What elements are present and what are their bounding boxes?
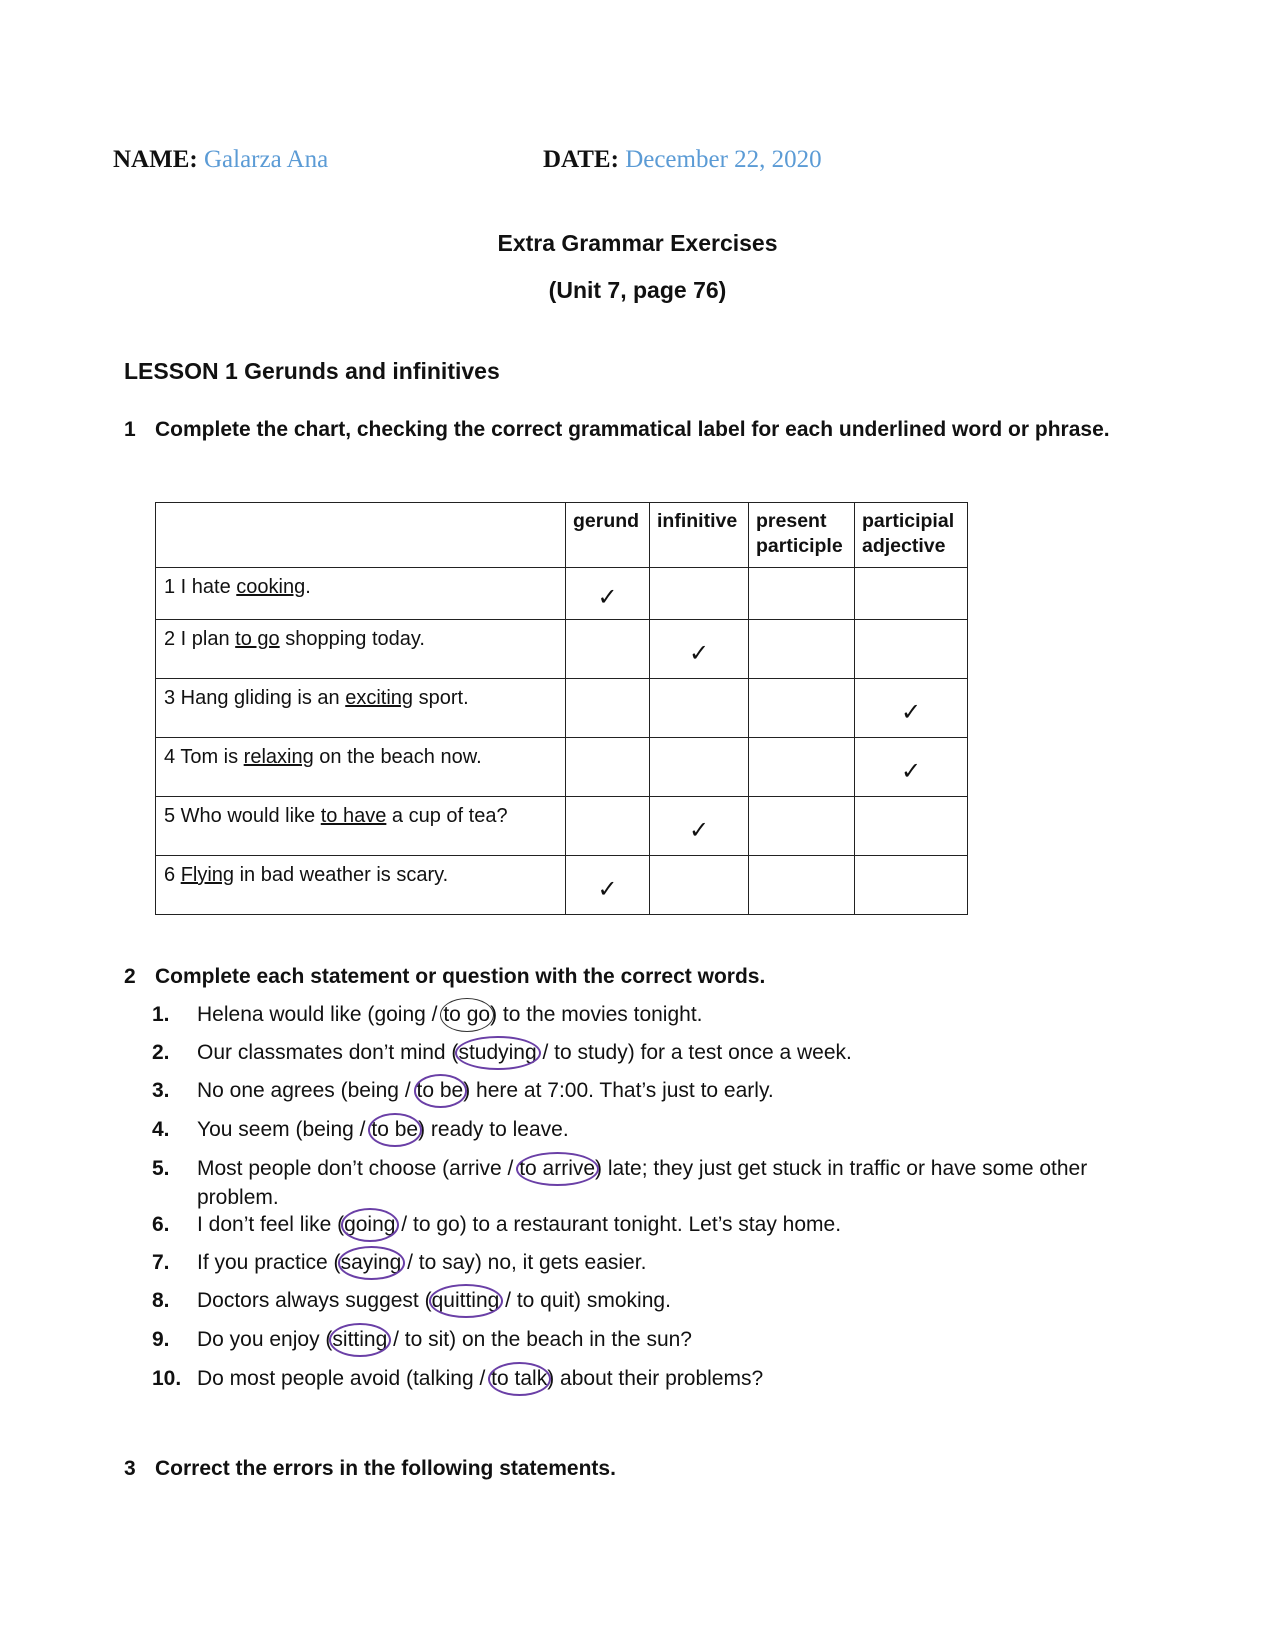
statement-part: No one agrees ( bbox=[197, 1079, 348, 1102]
statement-part: Do most people avoid ( bbox=[197, 1367, 413, 1390]
statement-text bbox=[197, 1038, 1117, 1067]
option-1: being bbox=[302, 1118, 354, 1141]
chart-check-cell bbox=[650, 856, 749, 915]
sentence-text: 4 Tom is bbox=[164, 746, 244, 768]
option-1: being bbox=[347, 1079, 399, 1102]
answer-circle bbox=[429, 1284, 504, 1318]
statement-part: Our classmates don’t mind ( bbox=[197, 1041, 459, 1064]
lesson-heading: LESSON 1 Gerunds and infinitives bbox=[124, 358, 500, 384]
check-mark-icon: ✓ bbox=[597, 875, 618, 903]
option-2-selected bbox=[491, 1367, 547, 1390]
chart-sentence bbox=[156, 568, 566, 620]
option-2-selected bbox=[519, 1157, 595, 1180]
section-text: Complete the chart, checking the correct grammatical label for each underlined word or phrase. bbox=[155, 418, 1110, 441]
chart-check-cell bbox=[650, 797, 749, 856]
statement-text bbox=[197, 1000, 1117, 1029]
name-field bbox=[113, 146, 328, 174]
check-mark-icon: ✓ bbox=[688, 639, 710, 667]
statement-part: ) ready to leave. bbox=[418, 1118, 569, 1141]
chart-check-cell bbox=[855, 797, 968, 856]
statement-number: 1. bbox=[152, 1003, 170, 1026]
statement-text bbox=[197, 1076, 1117, 1105]
statement-part: ) here at 7:00. That’s just to early. bbox=[463, 1079, 774, 1102]
chart-header-present-participle: present participle bbox=[749, 503, 855, 568]
chart-check-cell bbox=[650, 620, 749, 679]
statement-number: 3. bbox=[152, 1079, 170, 1102]
statement-number: 2. bbox=[152, 1041, 170, 1064]
chart-header-row bbox=[156, 503, 968, 568]
option-2: to go bbox=[412, 1213, 460, 1236]
statement-part: ) on the beach in the sun? bbox=[449, 1328, 692, 1351]
statement-number: 4. bbox=[152, 1118, 170, 1141]
chart-row bbox=[156, 797, 968, 856]
chart-check-cell bbox=[749, 738, 855, 797]
chart-sentence bbox=[156, 856, 566, 915]
option-2: to sit bbox=[404, 1328, 450, 1351]
answer-circle bbox=[341, 1208, 399, 1242]
statement-text bbox=[197, 1115, 1117, 1144]
chart-sentence bbox=[156, 679, 566, 738]
statement-number: 7. bbox=[152, 1251, 170, 1274]
grammar-chart bbox=[155, 502, 968, 915]
sentence-text: 1 I hate bbox=[164, 576, 237, 598]
option-text: saying bbox=[340, 1251, 402, 1274]
answer-circle bbox=[338, 1246, 406, 1280]
chart-row bbox=[156, 856, 968, 915]
option-separator: / bbox=[501, 1157, 520, 1180]
chart-check-cell bbox=[566, 620, 650, 679]
option-separator: / bbox=[499, 1289, 517, 1312]
sentence-text: shopping today. bbox=[279, 628, 425, 650]
section-number: 2 bbox=[124, 965, 136, 988]
underlined-phrase: to have bbox=[320, 805, 387, 827]
option-2: to study bbox=[554, 1041, 628, 1064]
option-2: to quit bbox=[516, 1289, 575, 1312]
sentence-text: on the beach now. bbox=[313, 746, 482, 768]
option-text: studying bbox=[458, 1041, 537, 1064]
option-2-selected bbox=[371, 1118, 418, 1141]
statement-part: Doctors always suggest ( bbox=[197, 1289, 432, 1312]
statement-part: ) to the movies tonight. bbox=[490, 1003, 703, 1026]
option-text: quitting bbox=[431, 1289, 500, 1312]
date-label: DATE: bbox=[543, 146, 619, 173]
option-2: to say bbox=[418, 1251, 475, 1274]
sentence-text: a cup of tea? bbox=[386, 805, 508, 827]
statement-text bbox=[197, 1210, 1117, 1239]
chart-row bbox=[156, 620, 968, 679]
statement-part: ) no, it gets easier. bbox=[474, 1251, 647, 1274]
option-text: to go bbox=[443, 1003, 491, 1026]
option-text: to be bbox=[371, 1118, 419, 1141]
statement-number: 9. bbox=[152, 1328, 170, 1351]
sentence-text: 3 Hang gliding is an bbox=[164, 687, 346, 709]
option-separator: / bbox=[401, 1251, 419, 1274]
chart-check-cell bbox=[749, 620, 855, 679]
option-1-selected bbox=[344, 1213, 395, 1236]
statement-text bbox=[197, 1154, 1117, 1212]
underlined-phrase: cooking bbox=[236, 576, 306, 598]
chart-check-cell bbox=[566, 797, 650, 856]
statement-part: If you practice ( bbox=[197, 1251, 341, 1274]
answer-circle bbox=[455, 1036, 540, 1070]
underlined-phrase: Flying bbox=[180, 864, 235, 886]
statement-number: 6. bbox=[152, 1213, 170, 1236]
statement-part: You seem ( bbox=[197, 1118, 303, 1141]
statement-part: ) for a test once a week. bbox=[627, 1041, 852, 1064]
chart-sentence bbox=[156, 620, 566, 679]
statement-text bbox=[197, 1248, 1117, 1277]
statement-part: ) to a restaurant tonight. Let’s stay home. bbox=[459, 1213, 842, 1236]
option-separator: / bbox=[536, 1041, 555, 1064]
underlined-phrase: relaxing bbox=[243, 746, 314, 768]
underlined-phrase: exciting bbox=[345, 687, 414, 709]
statement-part: Helena would like ( bbox=[197, 1003, 375, 1026]
section-text: Correct the errors in the following statements. bbox=[155, 1457, 616, 1480]
chart-header-participial-adjective: participial adjective bbox=[855, 503, 968, 568]
option-1: arrive bbox=[449, 1157, 502, 1180]
statement-number: 5. bbox=[152, 1157, 170, 1180]
option-text: to arrive bbox=[519, 1157, 596, 1180]
chart-check-cell bbox=[855, 620, 968, 679]
underlined-phrase: to go bbox=[235, 628, 280, 650]
option-text: to be bbox=[416, 1079, 464, 1102]
check-mark-icon: ✓ bbox=[688, 816, 710, 844]
chart-check-cell bbox=[749, 856, 855, 915]
option-separator: / bbox=[353, 1118, 372, 1141]
answer-circle bbox=[329, 1323, 391, 1357]
option-1-selected bbox=[432, 1289, 500, 1312]
chart-check-cell bbox=[566, 568, 650, 620]
statement-text bbox=[197, 1364, 1117, 1393]
chart-check-cell bbox=[855, 568, 968, 620]
sentence-text: in bad weather is scary. bbox=[234, 864, 449, 886]
statement-part: ) about their problems? bbox=[547, 1367, 764, 1390]
chart-check-cell bbox=[650, 679, 749, 738]
option-separator: / bbox=[387, 1328, 405, 1351]
option-1-selected bbox=[332, 1328, 387, 1351]
statement-part: Do you enjoy ( bbox=[197, 1328, 333, 1351]
check-mark-icon: ✓ bbox=[597, 584, 618, 611]
statement-part: Most people don’t choose ( bbox=[197, 1157, 450, 1180]
check-mark-icon: ✓ bbox=[900, 757, 922, 785]
option-text: going bbox=[344, 1213, 396, 1236]
statement-part: ) smoking. bbox=[574, 1289, 671, 1312]
option-2-selected bbox=[417, 1079, 464, 1102]
document-subtitle: (Unit 7, page 76) bbox=[548, 277, 727, 303]
sentence-text: 6 bbox=[164, 864, 181, 886]
date-value: December 22, 2020 bbox=[625, 146, 822, 173]
answer-circle bbox=[516, 1152, 599, 1186]
document-title: Extra Grammar Exercises bbox=[497, 230, 778, 256]
option-text: sitting bbox=[332, 1328, 388, 1351]
option-separator: / bbox=[473, 1367, 492, 1390]
chart-row bbox=[156, 738, 968, 797]
answer-circle bbox=[488, 1362, 551, 1396]
option-1: talking bbox=[412, 1367, 474, 1390]
statement-number: 8. bbox=[152, 1289, 170, 1312]
statement-part: ) late; they just get stuck in traffic or have some other problem. bbox=[197, 1157, 1088, 1209]
answer-circle bbox=[368, 1113, 422, 1147]
check-mark-icon: ✓ bbox=[900, 698, 922, 726]
chart-row bbox=[156, 568, 968, 620]
option-1-selected bbox=[458, 1041, 536, 1064]
sentence-text: sport. bbox=[413, 687, 469, 709]
option-1: going bbox=[374, 1003, 426, 1026]
chart-check-cell bbox=[855, 679, 968, 738]
chart-check-cell bbox=[749, 568, 855, 620]
chart-check-cell bbox=[855, 856, 968, 915]
chart-header-infinitive: infinitive bbox=[650, 503, 749, 568]
chart-check-cell bbox=[566, 679, 650, 738]
option-separator: / bbox=[425, 1003, 444, 1026]
chart-check-cell bbox=[855, 738, 968, 797]
option-2-selected bbox=[443, 1003, 490, 1026]
chart-row bbox=[156, 679, 968, 738]
chart-check-cell bbox=[749, 797, 855, 856]
chart-header-blank bbox=[156, 503, 566, 568]
name-label: NAME: bbox=[113, 146, 198, 173]
statement-text bbox=[197, 1325, 1117, 1354]
statement-part: I don’t feel like ( bbox=[197, 1213, 345, 1236]
chart-check-cell bbox=[650, 738, 749, 797]
option-separator: / bbox=[398, 1079, 417, 1102]
section-number: 1 bbox=[124, 418, 136, 441]
statement-text bbox=[197, 1286, 1117, 1315]
option-1-selected bbox=[341, 1251, 402, 1274]
answer-circle bbox=[440, 998, 494, 1032]
chart-check-cell bbox=[566, 738, 650, 797]
sentence-text: 2 I plan bbox=[164, 628, 236, 650]
sentence-text: . bbox=[305, 576, 311, 598]
statement-number: 10. bbox=[152, 1367, 182, 1390]
answer-circle bbox=[414, 1074, 468, 1108]
chart-check-cell bbox=[749, 679, 855, 738]
option-separator: / bbox=[395, 1213, 413, 1236]
chart-header-gerund: gerund bbox=[566, 503, 650, 568]
name-value: Galarza Ana bbox=[203, 146, 329, 173]
chart-sentence bbox=[156, 797, 566, 856]
chart-body bbox=[156, 568, 968, 915]
chart-sentence bbox=[156, 738, 566, 797]
chart-check-cell bbox=[566, 856, 650, 915]
chart-check-cell bbox=[650, 568, 749, 620]
section-number: 3 bbox=[124, 1457, 136, 1480]
option-text: to talk bbox=[491, 1367, 548, 1390]
sentence-text: 5 Who would like bbox=[164, 805, 321, 827]
date-field bbox=[543, 146, 822, 174]
section-text: Complete each statement or question with the correct words. bbox=[155, 965, 766, 988]
